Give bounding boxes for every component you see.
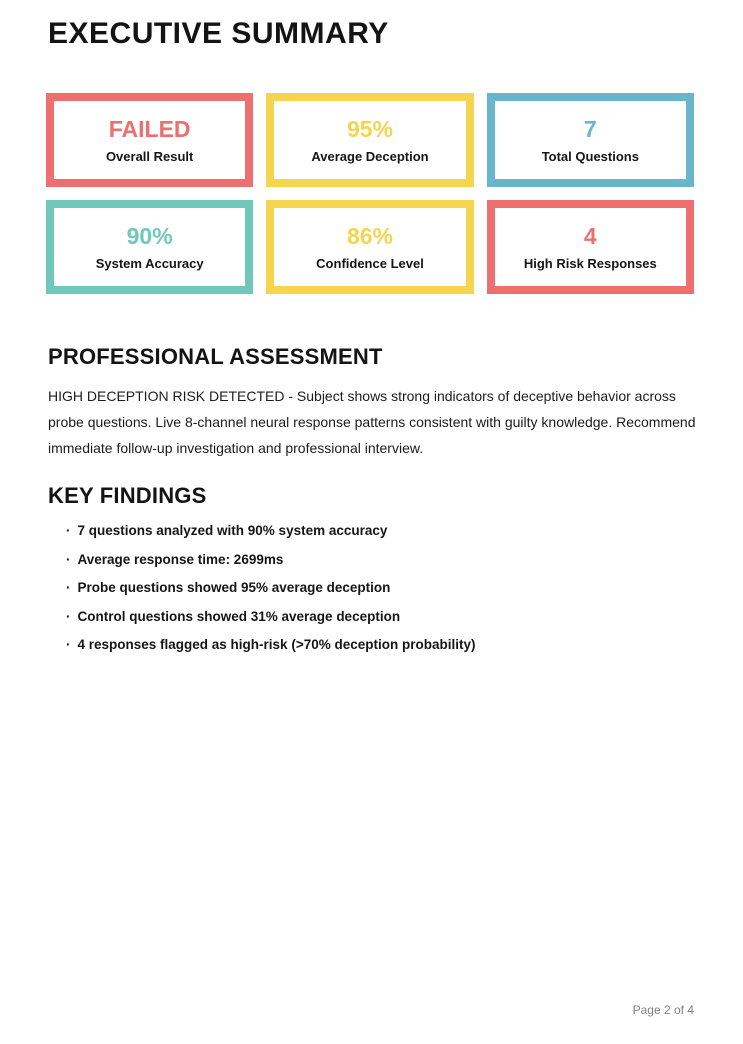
finding-text: Probe questions showed 95% average deception [77,580,391,595]
confidence-level-value: 86% [346,222,394,249]
bullet-icon: · [66,637,71,652]
finding-item [66,609,686,625]
system-accuracy-label: System Accuracy [95,255,204,271]
bullet-icon: · [66,608,71,624]
card-total-questions [487,93,694,187]
average-deception-label: Average Deception [311,148,429,164]
metric-cards-grid [46,93,694,294]
finding-item [66,637,686,653]
card-confidence-level [266,200,473,294]
page-title: EXECUTIVE SUMMARY [48,17,389,50]
finding-item [66,523,686,539]
professional-assessment-heading: PROFESSIONAL ASSESSMENT [48,344,383,369]
page-number: Page 2 of 4 [632,1003,694,1017]
card-overall-result [46,93,253,187]
finding-item [66,552,686,568]
key-findings-list [66,523,686,666]
high-risk-responses-value: 4 [583,222,597,249]
finding-text: Average response time: 2699ms [77,551,284,567]
professional-assessment-text: HIGH DECEPTION RISK DETECTED - Subject shows strong indicators of deceptive behavior across probe questions. Live 8-channel neural response patterns consistent with guilty knowledge. Recommend immediate follow-up investigation and professional interview. [48,388,696,456]
finding-text: 7 questions analyzed with 90% system accuracy [77,523,388,538]
overall-result-value: FAILED [108,115,191,142]
finding-text: 4 responses flagged as high-risk (>70% deception probability) [77,637,476,652]
high-risk-responses-label: High Risk Responses [523,255,657,271]
bullet-icon: · [66,523,71,538]
total-questions-value: 7 [583,115,597,142]
total-questions-label: Total Questions [541,148,639,164]
average-deception-value: 95% [346,115,394,142]
confidence-level-label: Confidence Level [316,255,424,271]
card-high-risk-responses [487,200,694,294]
overall-result-label: Overall Result [105,148,194,164]
finding-text: Control questions showed 31% average deception [77,608,401,624]
system-accuracy-value: 90% [126,222,173,249]
card-system-accuracy [46,200,253,294]
bullet-icon: · [66,580,71,595]
card-average-deception [266,93,473,187]
finding-item [66,580,686,596]
key-findings-heading: KEY FINDINGS [48,483,207,508]
bullet-icon: · [66,551,71,567]
